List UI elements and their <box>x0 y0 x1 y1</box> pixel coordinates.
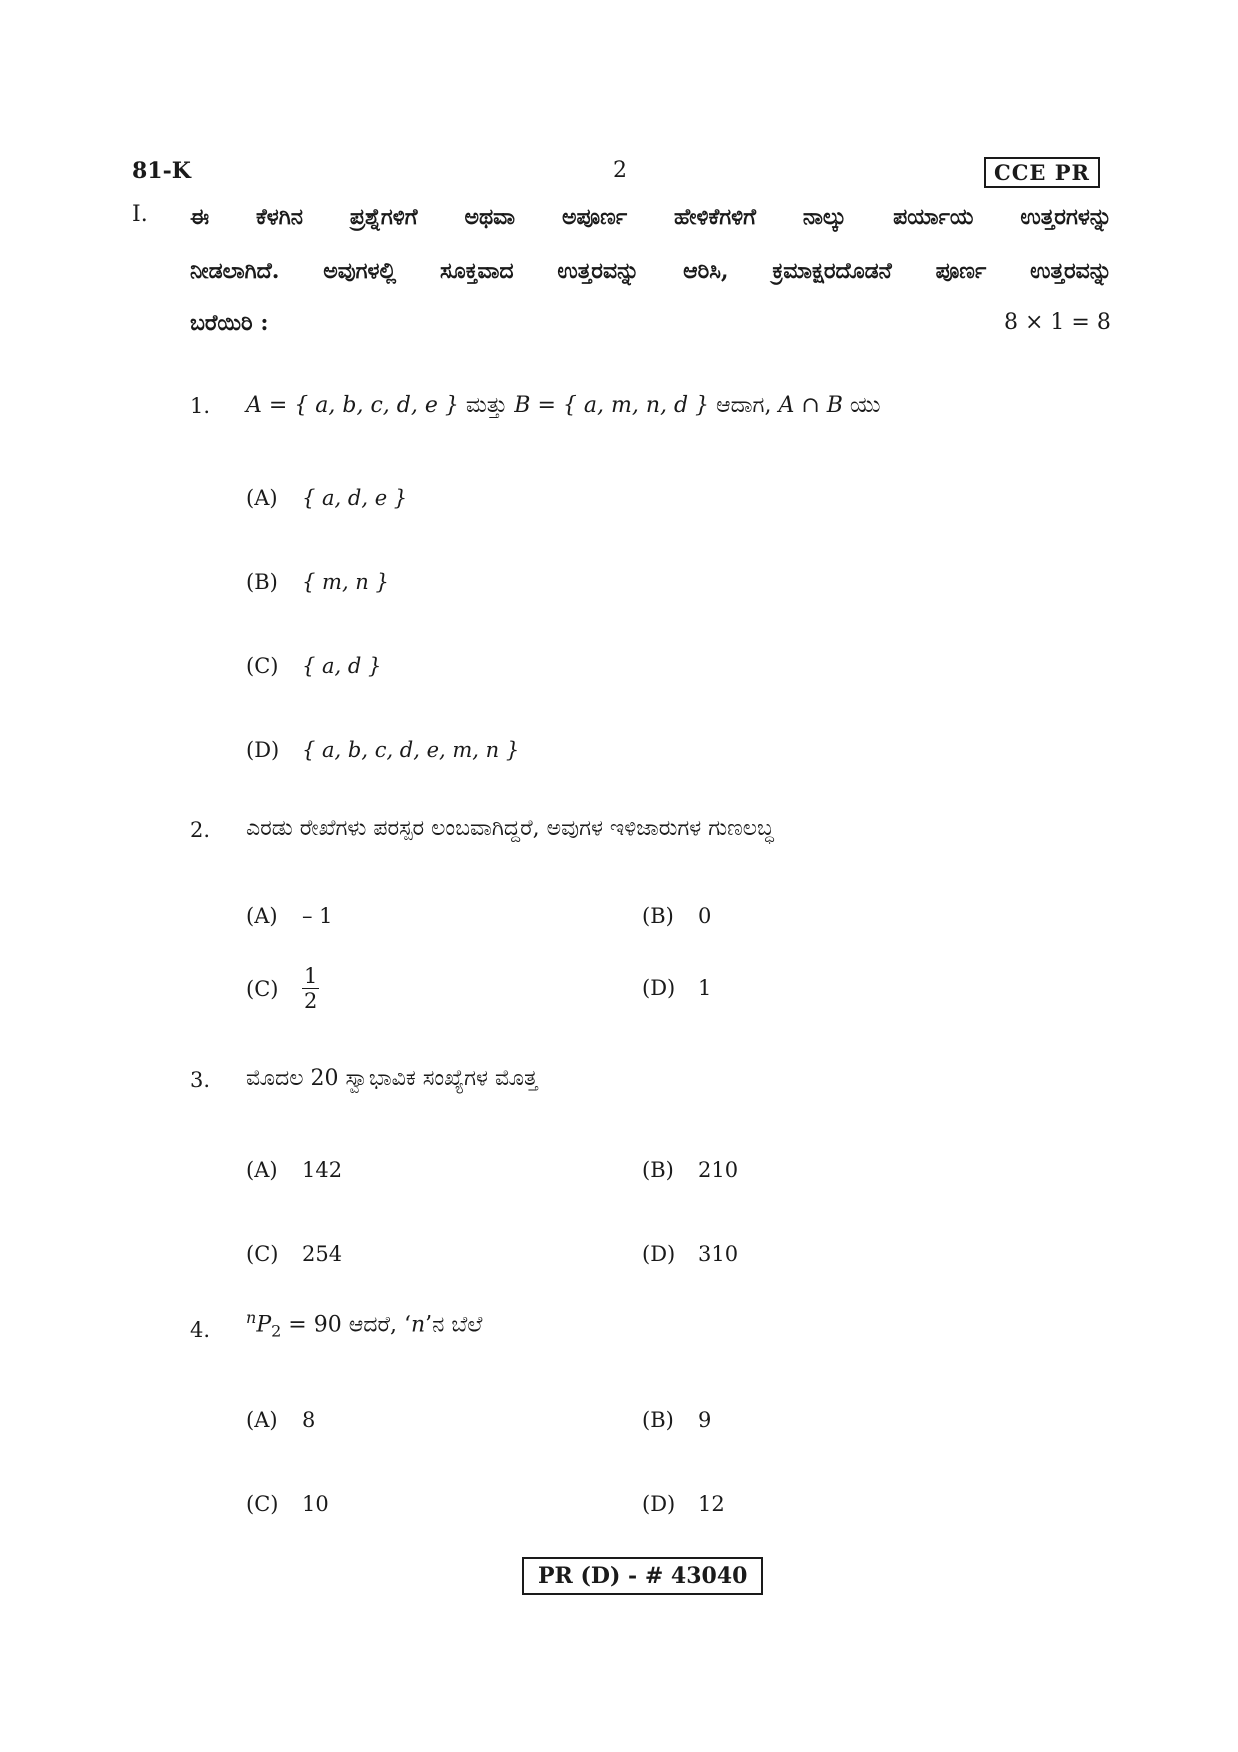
option-b <box>246 570 389 594</box>
option-label: (C) <box>246 654 279 678</box>
question-number: 4. <box>190 1318 211 1342</box>
question-1-text <box>246 393 881 418</box>
option-d <box>642 1242 738 1266</box>
option-label: (D) <box>642 976 676 1000</box>
option-b <box>642 904 711 928</box>
question-3-text: ಮೊದಲ 20 ಸ್ವಾಭಾವಿಕ ಸಂಖ್ಯೆಗಳ ಮೊತ್ತ <box>246 1066 538 1091</box>
intersection-expression: A ∩ B <box>778 393 843 418</box>
option-value: { m, n } <box>302 570 389 594</box>
option-value: 310 <box>698 1242 739 1266</box>
question-4-suffix: ’ನ ಬೆಲೆ <box>425 1312 483 1338</box>
question-number: 2. <box>190 818 211 842</box>
option-d <box>642 1492 725 1516</box>
paper-code: 81-K <box>132 158 191 184</box>
option-value: – 1 <box>302 904 333 928</box>
set-a-definition: A = { a, b, c, d, e } <box>246 393 459 418</box>
page-number: 2 <box>613 158 627 183</box>
permutation-symbol: P <box>256 1312 272 1338</box>
question-number: 3. <box>190 1068 211 1092</box>
set-b-definition: B = { a, m, n, d } <box>514 393 710 418</box>
option-label: (A) <box>246 486 278 510</box>
option-value: { a, b, c, d, e, m, n } <box>302 738 520 762</box>
paper-type-box: CCE PR <box>984 157 1100 188</box>
option-label: (C) <box>246 1242 279 1266</box>
fraction-numerator: 1 <box>304 964 318 988</box>
option-b <box>642 1158 738 1182</box>
option-label: (C) <box>246 1492 279 1516</box>
option-value: 12 <box>698 1492 725 1516</box>
fraction-denominator: 2 <box>304 989 318 1013</box>
option-label: (B) <box>642 1158 674 1182</box>
option-value: { a, d, e } <box>302 486 408 510</box>
option-c <box>246 1492 329 1516</box>
section-number: I. <box>132 202 148 227</box>
option-a <box>246 1408 315 1432</box>
option-label: (B) <box>246 570 278 594</box>
option-a <box>246 486 407 510</box>
option-c <box>246 1242 342 1266</box>
option-c <box>246 964 319 1013</box>
option-value: 210 <box>698 1158 739 1182</box>
option-label: (D) <box>642 1242 676 1266</box>
option-label: (D) <box>642 1492 676 1516</box>
option-b <box>642 1408 711 1432</box>
instruction-line-1: ಈ ಕೆಳಗಿನ ಪ್ರಶ್ನೆಗಳಿಗೆ ಅಥವಾ ಅಪೂರ್ಣ ಹೇಳಿಕೆಗಳಿಗೆ ನಾಲ್ಕು ಪರ್ಯಾಯ ಉತ್ತರಗಳನ್ನು <box>190 204 1112 230</box>
option-value: 8 <box>302 1408 316 1432</box>
question-number: 1. <box>190 394 211 418</box>
option-a <box>246 1158 342 1182</box>
option-label: (D) <box>246 738 280 762</box>
option-label: (A) <box>246 1408 278 1432</box>
question-1-connector: ಆದಾಗ, <box>709 393 779 418</box>
option-a <box>246 904 333 928</box>
footer-code-box: PR (D) - # 43040 <box>522 1557 763 1595</box>
option-value: { a, d } <box>302 654 382 678</box>
option-value: 9 <box>698 1408 712 1432</box>
option-label: (A) <box>246 1158 278 1182</box>
option-label: (C) <box>246 976 279 1001</box>
permutation-superscript: n <box>246 1308 257 1327</box>
section-marks: 8 × 1 = 8 <box>1004 310 1111 335</box>
question-4-text <box>246 1308 482 1341</box>
option-label: (B) <box>642 1408 674 1432</box>
question-4-equation: = 90 ಆದರೆ, ‘ <box>281 1312 411 1338</box>
instruction-line-3: ಬರೆಯಿರಿ : <box>190 310 269 336</box>
option-value: 1 <box>698 976 712 1000</box>
question-1-suffix: ಯು <box>842 393 881 418</box>
option-value: 142 <box>302 1158 343 1182</box>
option-label: (A) <box>246 904 278 928</box>
option-c <box>246 654 381 678</box>
question-4-variable: n <box>410 1312 426 1338</box>
instruction-line-2: ನೀಡಲಾಗಿದೆ. ಅವುಗಳಲ್ಲಿ ಸೂಕ್ತವಾದ ಉತ್ತರವನ್ನು ಆರಿಸಿ, ಕ್ರಮಾಕ್ಷರದೊಡನೆ ಪೂರ್ಣ ಉತ್ತರವನ್ನು <box>190 258 1112 284</box>
option-d <box>642 976 711 1000</box>
permutation-subscript: 2 <box>271 1321 282 1341</box>
option-value: 0 <box>698 904 712 928</box>
option-value: 254 <box>302 1242 343 1266</box>
question-2-text: ಎರಡು ರೇಖೆಗಳು ಪರಸ್ಪರ ಲಂಬವಾಗಿದ್ದರೆ, ಅವುಗಳ ಇಳಿಜಾರುಗಳ ಗುಣಲಬ್ಧ <box>246 816 774 841</box>
option-d <box>246 738 519 762</box>
option-value: 10 <box>302 1492 329 1516</box>
option-label: (B) <box>642 904 674 928</box>
fraction-one-half <box>302 964 319 1013</box>
question-1-conjunction: ಮತ್ತು <box>458 393 515 418</box>
